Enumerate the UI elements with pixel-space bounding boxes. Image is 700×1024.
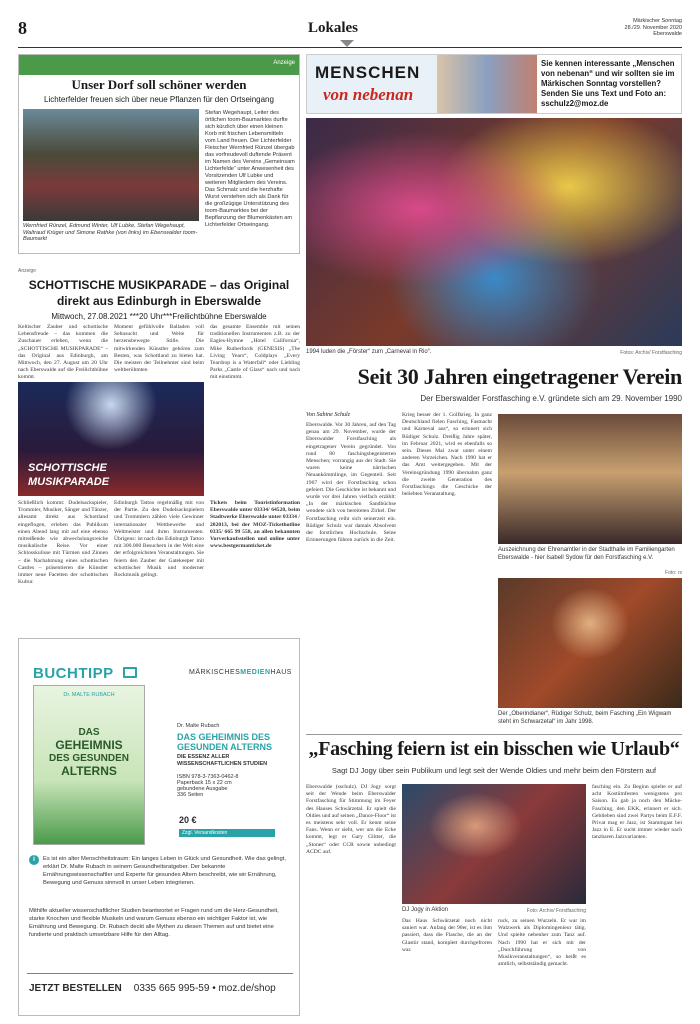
page-header (18, 18, 682, 48)
info-icon: i (29, 855, 39, 865)
edition-date: 28./29. November 2020 (624, 24, 682, 31)
ad-schott-date: Mittwoch, 27.08.2021 ***20 Uhr***Freilichtbühne Eberswalde (51, 312, 267, 321)
carneval-photo (306, 118, 682, 346)
ad-schott-col1: Keltischer Zauber und schottische Lebensfreude – das kommen die Zuschauer erleben, wenn die „SCHOTTISCHE MUSIKPARADE“ – das Original aus Edinburgh, am Mittwoch, den 27. August um 20 Uhr nach Eberswalde auf die Freilichtbühne kommt. (18, 324, 108, 381)
ad-dorf (18, 54, 300, 254)
book-info-subtitle: DIE ESSENZ ALLER WISSENSCHAFTLICHEN STUDIEN (177, 754, 268, 767)
ad-dorf-subtitle: Lichterfelder freuen sich über neue Pflanzen für den Ortseingang (44, 95, 274, 104)
publisher-post: HAUS (270, 669, 292, 676)
carneval-caption: 1994 luden die „Förster“ zum „Carneval in Rio“. (306, 349, 432, 355)
book-cover-title: DAS GEHEIMNIS DES GESUNDEN ALTERNS (48, 727, 129, 778)
book-price-note: Zzgl. Versandkosten (179, 829, 275, 837)
ad-buchtipp (18, 638, 300, 1016)
second-col2: Das Haus Schwärzetal noch nicht saniert war. Anfang der 90er, ist es ihm passiert, dass die Flasche, die an der Glastür stand, komplett durchgefroren war. (402, 918, 492, 953)
edition-city: Eberswalde (653, 31, 682, 37)
main-headline: Seit 30 Jahren eingetragener Verein (357, 364, 682, 389)
ad-dorf-photo-caption: Wernfried Rünzel, Edmund Winter, Ulf Lubke, Stefan Wegehaupt, Waltraud Krüger und Simone Rathke (von links) im Eberswalder toom-Baumarkt (23, 223, 198, 243)
book-binding: gebundene Ausgabe (177, 786, 228, 792)
book-info-author: Dr. Malte Rubach (177, 723, 220, 729)
ad-dorf-photo (23, 109, 199, 221)
dj-jogy-caption: DJ Jogy in Aktion (402, 907, 449, 913)
ehrenamt-caption: Auszeichnung der Ehrenamtler in der Stadthalle im Familiengarten Eberswalde - hier Isabell Sydow für den Forstfasching e.V. (498, 547, 675, 561)
ad-schott-title1: SCHOTTISCHE MUSIKPARADE – das Original (28, 278, 290, 292)
main-byline: Von Sabine Schulz (306, 412, 350, 418)
ad-schott-col2: Moment gefühlvolle Balladen voll Sehnsucht und Weite für herzensbewegte Stille. Die mitwirkenden Künstler gehören zum Besten, was Schottland zu bieten hat. Die meisten der Teilnehmer sind beim weltberühmten (114, 324, 204, 374)
ehrenamt-credit: Foto: rs (665, 570, 682, 576)
poster-line1: SCHOTTISCHE (28, 462, 107, 474)
menschen-logo-line1: MENSCHEN (315, 63, 421, 82)
menschen-box (306, 54, 682, 114)
ad-schott (18, 268, 300, 628)
menschen-logo-line2: von nebenan (323, 85, 414, 104)
oberindianer-photo (498, 578, 682, 708)
ad-dorf-topbar (19, 55, 299, 75)
menschen-logo (307, 55, 437, 114)
order-cta (29, 983, 295, 994)
main-col1: Eberswalde. Vor 30 Jahren, auf den Tag genau am 29. November, wurde der Eberswalder Forstfasching als eingetragener Verein gegründet. Von rund 80 faschingsbegeisterten Menschen; vorrangig aus der Stadt. Sie waren keine närrischen Neuankömmlinge, im Gegenteil. Seit 1967 wird der Forstfasching schon gefeiert. Die Geschichte ist bekannt und wurde vor drei Jahren vielfach erzählt: „In der märkischen Sandbüchse wendete sich von bereiteten Zirkel. Der Forstfasching reiht sich seinerzeit ein. Rüdiger Schulz war damals Absolvent der forstlichen Hochschule. Seine Erinnerungen führen zurück in die Zeit. (306, 422, 396, 544)
carneval-credit: Fotos: Archiv/ Forstfasching (620, 350, 682, 356)
book-info (177, 723, 293, 798)
ad-dorf-title: Unser Dorf soll schöner werden (71, 77, 247, 92)
poster-line2: MUSIKPARADE (28, 476, 110, 488)
ad-schott-col-lower1: Schließlich kommt: Dudelsackspieler, Trommler, Musiker, Sänger und Tänzer, allesamt direkt aus Schottland eingeflogen, erleben das Publikum einen Abend lang mit auf eine ebenso mitreißende wie abwechslungsreiche musikalische Reise. Vor einer Schlosskulisse mit Türmen und Zinnen – die Nachahmung eines schottischen Castles – präsentieren die Künstler immer neue Facetten der schottischen Kultur. (18, 500, 108, 586)
second-col1: Eberswalde (sschulz). DJ Jogy sorgt seit der Wende beim Eberswalder Forstfasching für Stimmung im Feyer des Hauses Schwärzetal. Er spielt die Oldies und auf seinen „Dance-Floor“ ist es meistens sehr voll. Er kennt seine Fans. Wenn er sieht, wer um die Ecke kommt, legt er Gary Glitter, die „Stones“ oder CCR sowie unbedingt ACDC auf. (306, 784, 396, 855)
book-icon (123, 667, 137, 678)
ad-label: Anzeige (18, 268, 37, 274)
ehrenamt-photo (498, 414, 682, 544)
dj-jogy-photo (402, 784, 586, 904)
second-col4: fasching ein. Zu Beginn spielte er auf acht Kostümfesten wenigstens pro Saison. Es gab ja noch den Mücke-Fasching, den EKK, erinnert er sich. Geblieben sind zwei Partys beim E.F.F. Privat mag er Jazz, ist Stammgast bei Jazz in E. Er sucht immer wieder nach tanzbaren Jazzvarianten. (592, 784, 682, 841)
buchtipp-blurb1: Es ist ein alter Menschheitstraum: Ein langes Leben in Glück und Gesundheit. Wie das gelingt, erklärt Dr. Malte Rubach in seinem Gesundheitsratgeber. Der bekannte Ernährungswissenschaftler und Experte für gesundes Altern beschreibt, wie wir Ernährung, Bewegung und Genuss sinnvoll in unser Leben integrieren. (43, 856, 286, 886)
book-cover-author: Dr. MALTE RUBACH (63, 692, 115, 698)
edition-info (625, 18, 682, 38)
edition-name: Märkischer Sonntag (633, 18, 682, 24)
book-cover (33, 685, 145, 845)
ad-schott-col-lower3: Tickets beim Touristinformation Eberswalde unter 03334/ 64520, beim Stadtwerke Eberswalde unter 03334 / 202013, bei der MOZ-Tickethotline 0335/ 665 99 558, an allen bekannten Vorverkaufsstellen und online unter www.bestgermanticket.de (210, 500, 300, 550)
order-label: JETZT BESTELLEN (29, 983, 122, 994)
book-isbn: ISBN 978-3-7363-0462-8 (177, 774, 239, 780)
order-contact: 0335 665 995-59 • moz.de/shop (133, 983, 276, 994)
page-number: 8 (18, 18, 27, 38)
publisher-logo (189, 669, 292, 676)
buchtipp-brand: BUCHTIPP (33, 665, 114, 682)
buchtipp-blurb2: Mithilfe aktueller wissenschaftlicher Studien beantwortet er Fragen rund um die Herz-Gesundheit, starke Knochen und flexible Muskeln und warum Genuss ebenso ein wichtiger Faktor ist, wie Ernährung und Bewegung. Dr. Rubach deckt alle Mythen zu diesen Themen auf und bietet eine fundierte und praktisch umsetzbare Hilfe für den Alltag. (29, 908, 279, 938)
oberindianer-caption: Der „Oberindianer“, Rüdiger Schulz, beim Fasching „Ein Wigwam steht im Schwarzetal“ im Jahr 1998. (498, 711, 672, 725)
section-title: Lokales (308, 20, 359, 36)
book-info-title: DAS GEHEIMNIS DES GESUNDEN ALTERNS (177, 732, 273, 752)
second-subhead: Sagt DJ Jogy über sein Publikum und legt seit der Wende Oldies und mehr beim den Förstern auf (331, 766, 657, 775)
dj-jogy-credit: Foto: Archiv/ Forstfasching (526, 908, 586, 914)
ad-schott-col3: das gesamte Ensemble mit seinen traditionellen Instrumenten z.B. zu der Eagles-Hymne „Hotel California“, Mike Rutherfords (GENESIS) „The Living Years“, Coldplays „Every Teardrop is a Waterfall“ oder Liebling Parks „Castle of Glass“ nach und nach mit einstimmt. (210, 324, 300, 381)
ad-schott-title2: direkt aus Edinburgh in Eberswalde (56, 294, 262, 308)
ad-dorf-body: Stefan Wegehaupt, Leiter des örtlichen toom-Baumarktes durfte sich kürzlich über einen kleinen Korb mit frischen Lebensmitteln vom Land freuen. Der Lichterfelder Fleischer Wernfried Rünzel übergab das vorfreudevoll duftende Präsent im Namen des Vereins „Gemeinsam Lichterfelde“ unter Anwesenheit des Vorsitzenden Ulf Lubke und weiteren Mitgliedern des Vereins. Das Schmalz und die herzhafte Wurst verstehen sich als Dank für die großzügige Unterstützung des toom-Baumarktes bei der Bepflanzung der Blumenkästen am Lichterfelder Ortseingang. (205, 110, 295, 228)
menschen-people-photo (437, 55, 537, 114)
second-col3: ruck, zu seinen Wurzeln. Er war im Walzwerk als Diplomingenieur tätig. Und spielte nebenher zum Tanz auf. Nach 1990 hat er sich mit der „Durchführung von Musikveranstaltungen“, so heißt es amtlich, selbstständig gemacht. (498, 918, 586, 968)
ad-schott-col-lower2: Edinburgh Tattoo regelmäßig mit von der Partie. Zu den Dudelsackspielern und Trommlern zählen viele Gewinner internationaler Wettbewerbe und Weltmeister und ihren Instrumenten. Übrigens: ist nach das Edinburgh Tattoo mit 300.000 Besuchern in der Welt eine der erfolgreichsten Veranstaltungen. Sie feiern den Zauber der Gatekeeper mit schottischer Musik und moderner Rockmusik gelingt. (114, 500, 204, 579)
main-col2: Krieg besser der 1. Golfkrieg. In ganz Deutschland fielen Fasching, Fastnacht und Karneval aus“, so erinnert sich Rüdiger Schulz. Dreißig Jahre später, im Februar 2021, wird es ebenfalls so sein. Dieses Mal zwar unter einem anderen Vorzeichen. Nach 1990 hat er das Amt weitergegeben. Mit der Vereinsgründung 1990 übernahm ganz die zweite Generation des Forstfaschings die Geschicke der beliebten Veranstaltung. (402, 412, 492, 498)
chevron-down-icon (340, 40, 354, 47)
menschen-text: Sie kennen interessante „Menschen von nebenan“ und wir sollten sie im Märkischen Sonntag vorstellen? Senden Sie uns Text und Foto an: sschulz2@moz.de (541, 59, 675, 108)
publisher-em: MEDIEN (240, 669, 271, 676)
book-format: Paperback 15 x 22 cm (177, 780, 232, 786)
ad-schott-poster (18, 382, 204, 496)
book-price: 20 € (179, 815, 197, 825)
second-headline: „Fasching feiern ist ein bisschen wie Urlaub“ (308, 738, 680, 760)
publisher-pre: MÄRKISCHES (189, 669, 241, 676)
ad-label: Anzeige (273, 60, 295, 66)
book-pages: 336 Seiten (177, 792, 204, 798)
main-subhead: Der Eberswalder Forstfasching e.V. gründete sich am 29. November 1990 (420, 394, 682, 403)
